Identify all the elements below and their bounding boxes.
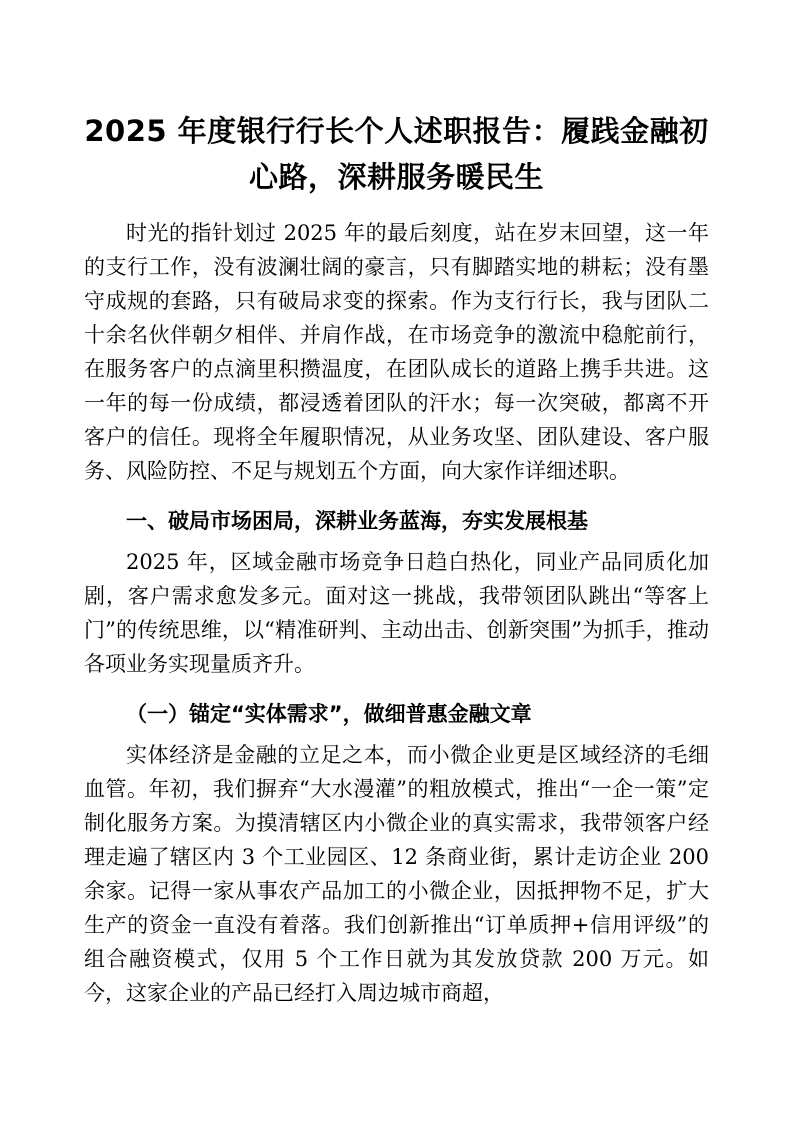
- section-1-paragraph: 2025 年，区域金融市场竞争日趋白热化，同业产品同质化加剧，客户需求愈发多元。面对这一挑战，我带领团队跳出“等客上门”的传统思维，以“精准研判、主动出击、创新突围”为抓手，推动各项业务实现量质齐升。: [84, 550, 709, 676]
- section-2-heading: （一）锚定“实体需求”，做细普惠金融文章: [126, 702, 532, 726]
- section-2-paragraph: 实体经济是金融的立足之本，而小微企业更是区域经济的毛细血管。年初，我们摒弃“大水漫灌”的粗放模式，推出“一企一策”定制化服务方案。为摸清辖区内小微企业的真实需求，我带领客户经理走遍了辖区内 3 个工业园区、12 条商业街，累计走访企业 200 余家。记得一家从事农产品加工的小微企业，因抵押物不足，扩大生产的资金一直没有着落。我们创新推出“订单质押+信用评级”的组合融资模式，仅用 5 个工作日就为其发放贷款 200 万元。如今，这家企业的产品已经打入周边城市商超，: [84, 743, 709, 1005]
- document-title: 2025 年度银行行长个人述职报告：履践金融初心路，深耕服务暖民生: [84, 114, 709, 194]
- section-1-heading: 一、破局市场困局，深耕业务蓝海，夯实发展根基: [126, 509, 588, 533]
- intro-paragraph: 时光的指针划过 2025 年的最后刻度，站在岁末回望，这一年的支行工作，没有波澜壮阔的豪言，只有脚踏实地的耕耘；没有墨守成规的套路，只有破局求变的探索。作为支行行长，我与团队二十余名伙伴朝夕相伴、并肩作战，在市场竞争的激流中稳舵前行，在服务客户的点滴里积攒温度，在团队成长的道路上携手共进。这一年的每一份成绩，都浸透着团队的汗水；每一次突破，都离不开客户的信任。现将全年履职情况，从业务攻坚、团队建设、客户服务、风险防控、不足与规划五个方面，向大家作详细述职。: [84, 221, 709, 483]
